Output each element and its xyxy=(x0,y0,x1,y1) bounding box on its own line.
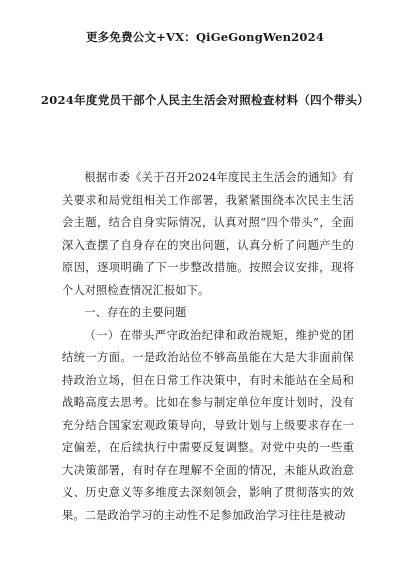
watermark-header: 更多免费公文+VX：QiGeGongWen2024 xyxy=(85,30,325,44)
section-heading: 一、存在的主要问题 xyxy=(84,306,187,319)
body-paragraph: （一）在带头严守政治纪律和政治规矩，维护党的团结统一方面。一是政治站位不够高虽能在大是大非面前保持政治立场，但在日常工作决策中，有时未能站在全局和战略高度去思考。比如在参与制定单位年度计划时，没有充分结合国家宏观政策导向，导致计划与上级要求存在一定偏差，在后续执行中需要反复调整。对党中央的一些重大决策部署，有时存在理解不全面的情况，未能从政治意义、历史意义等多维度去深刻领会，影响了贯彻落实的效果。二是政治学习的主动性不足参加政治学习往往是被动 xyxy=(62,328,354,522)
document-title: 2024年度党员干部个人民主生活会对照检查材料（四个带头） xyxy=(40,93,370,107)
document-body xyxy=(62,167,354,527)
intro-paragraph: 根据市委《关于召开2024年度民主生活会的通知》有关要求和局党组相关工作部署，我紧紧围绕本次民主生活会主题，结合自身实际情况，认真对照“四个带头”，全面深入查摆了自身存在的突出问题，认真分析了问题产生的原因，逐项明确了下一步整改措施。按照会议安排，现将个人对照检查情况汇报如下。 xyxy=(62,171,354,297)
